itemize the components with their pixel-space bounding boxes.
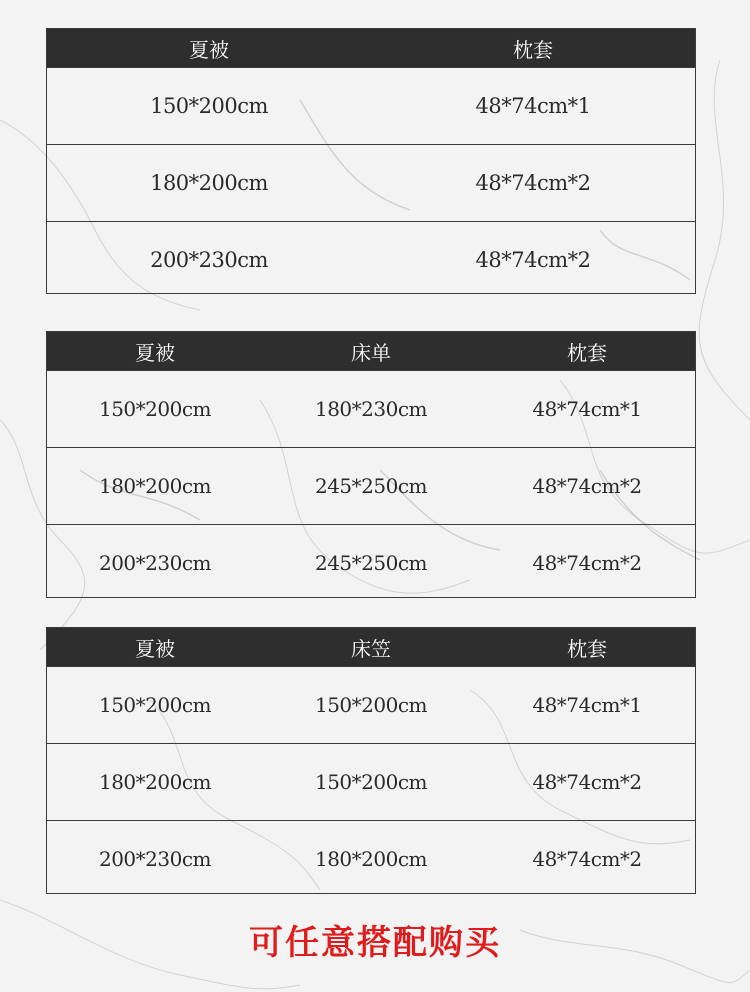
table-cell: 180*200cm (150, 171, 268, 195)
header-cell: 床笠 (351, 636, 391, 661)
table-cell: 150*200cm (98, 693, 211, 717)
table-row (47, 524, 695, 601)
table-cell: 48*74cm*2 (475, 171, 591, 195)
table-cell: 245*250cm (314, 551, 427, 575)
table-row (47, 743, 695, 820)
table-row (47, 221, 695, 298)
table-cell: 180*200cm (98, 474, 211, 498)
table-row (47, 666, 695, 743)
mix-and-match-note: 可任意搭配购买 (249, 923, 501, 963)
header-cell: 夏被 (189, 37, 229, 62)
table-cell: 48*74cm*1 (475, 94, 591, 118)
table-cell: 180*230cm (314, 397, 427, 421)
table-row (47, 820, 695, 897)
header-cell: 夏被 (135, 340, 175, 365)
header-cell: 床单 (351, 340, 391, 365)
table-cell: 180*200cm (98, 770, 211, 794)
table-header (47, 29, 695, 67)
table-header (47, 332, 695, 370)
table-cell: 48*74cm*2 (532, 770, 642, 794)
table-cell: 150*200cm (314, 770, 427, 794)
table-header (47, 628, 695, 666)
table-cell: 245*250cm (314, 474, 427, 498)
table-cell: 150*200cm (98, 397, 211, 421)
table-cell: 150*200cm (314, 693, 427, 717)
table-cell: 180*200cm (314, 847, 427, 871)
table-cell: 200*230cm (98, 551, 211, 575)
size-table-quilt-pillowcase (46, 28, 696, 294)
header-cell: 枕套 (567, 636, 607, 661)
header-cell: 枕套 (567, 340, 607, 365)
table-cell: 48*74cm*2 (532, 474, 642, 498)
table-row (47, 370, 695, 447)
table-row (47, 144, 695, 221)
table-cell: 48*74cm*1 (532, 397, 642, 421)
table-cell: 48*74cm*2 (532, 551, 642, 575)
table-cell: 48*74cm*1 (532, 693, 642, 717)
table-cell: 48*74cm*2 (532, 847, 642, 871)
table-row (47, 67, 695, 144)
header-cell: 枕套 (513, 37, 553, 62)
size-table-quilt-fitted-sheet-pillowcase (46, 627, 696, 894)
table-cell: 200*230cm (150, 248, 268, 272)
table-cell: 48*74cm*2 (475, 248, 591, 272)
table-cell: 150*200cm (150, 94, 268, 118)
header-cell: 夏被 (135, 636, 175, 661)
size-table-quilt-sheet-pillowcase (46, 331, 696, 598)
table-cell: 200*230cm (98, 847, 211, 871)
table-row (47, 447, 695, 524)
